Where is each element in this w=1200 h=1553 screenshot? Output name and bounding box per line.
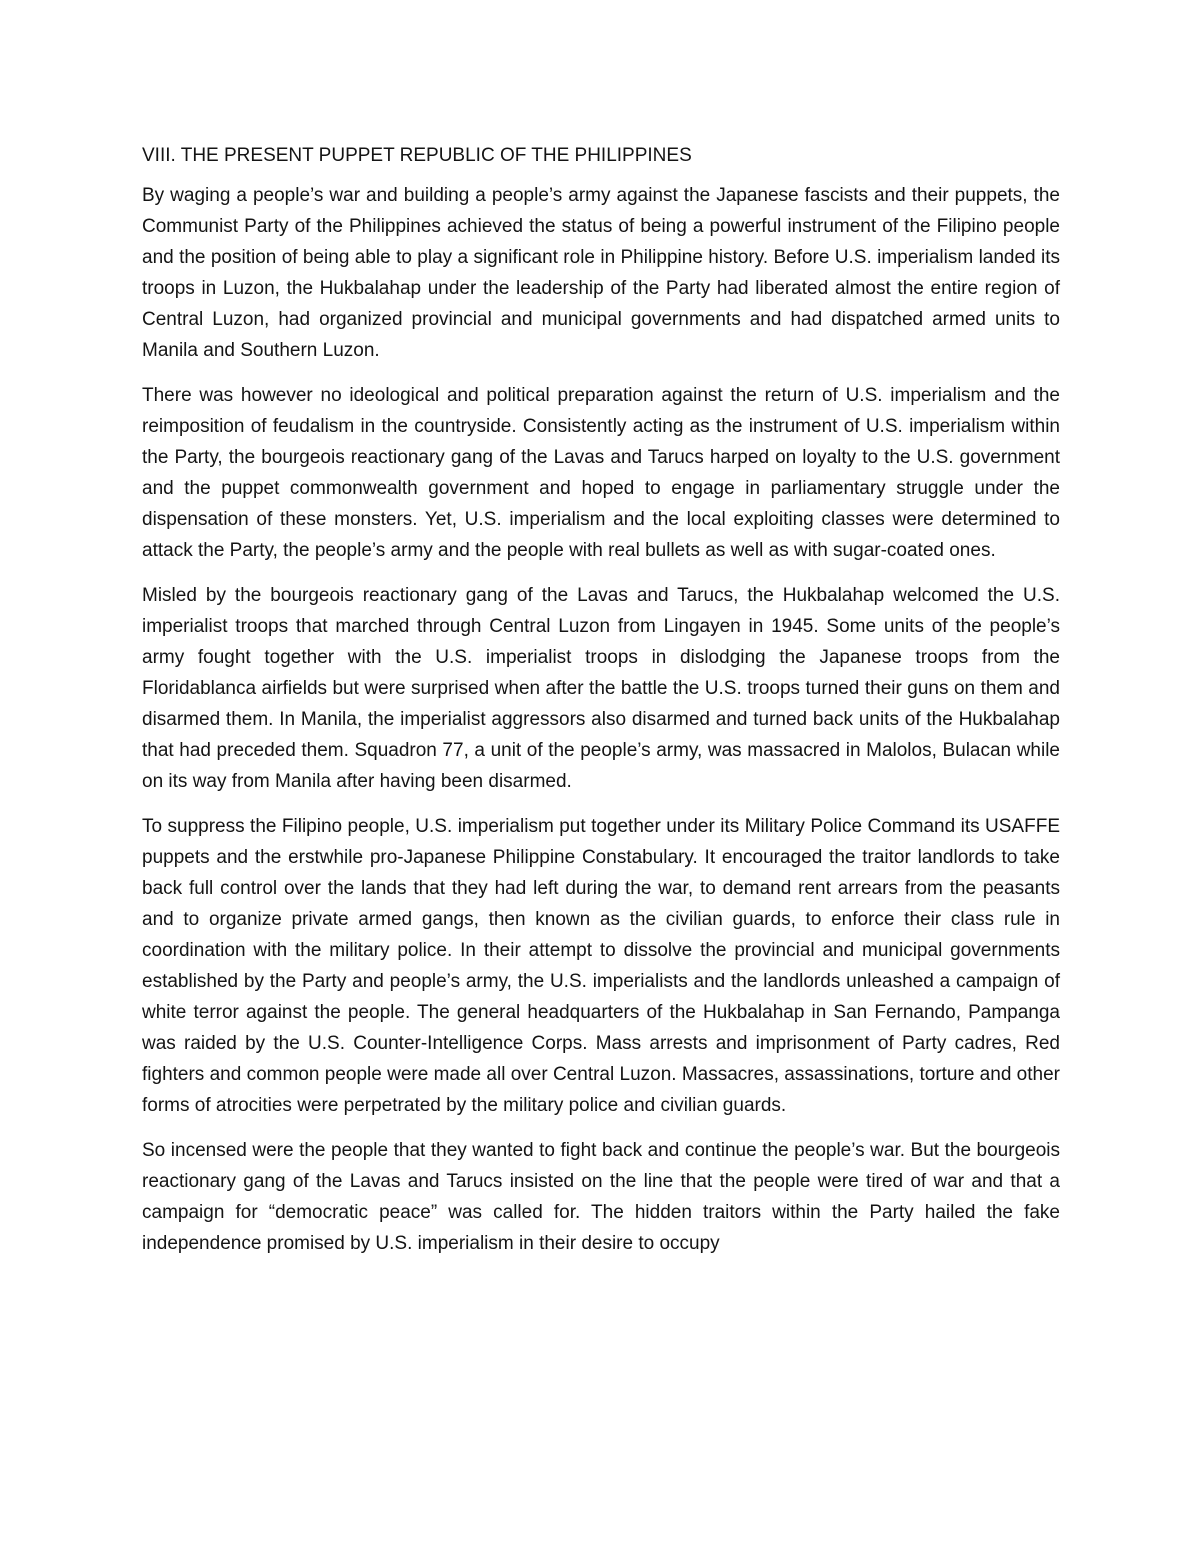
paragraph-4: To suppress the Filipino people, U.S. imperialism put together under its Military Police Command its USAFFE puppets and the erstwhile pro-Japanese Philippine Constabulary. It encouraged the traitor landlords to take back full control over the lands that they had left during the war, to demand rent arrears from the peasants and to organize private armed gangs, then known as the civilian guards, to enforce their class rule in coordination with the military police. In their attempt to dissolve the provincial and municipal governments established by the Party and people’s army, the U.S. imperialists and the landlords unleashed a campaign of white terror against the people. The general headquarters of the Hukbalahap in San Fernando, Pampanga was raided by the U.S. Counter-Intelligence Corps. Mass arrests and imprisonment of Party cadres, Red fighters and common people were made all over Central Luzon. Massacres, assassinations, torture and other forms of atrocities were perpetrated by the military police and civilian guards.: [142, 816, 1060, 1116]
paragraph-3: Misled by the bourgeois reactionary gang of the Lavas and Tarucs, the Hukbalahap welcomed the U.S. imperialist troops that marched through Central Luzon from Lingayen in 1945. Some units of the people’s army fought together with the U.S. imperialist troops in dislodging the Japanese troops from the Floridablanca airfields but were surprised when after the battle the U.S. troops turned their guns on them and disarmed them. In Manila, the imperialist aggressors also disarmed and turned back units of the Hukbalahap that had preceded them. Squadron 77, a unit of the people’s army, was massacred in Malolos, Bulacan while on its way from Manila after having been disarmed.: [142, 585, 1060, 792]
paragraph-1: By waging a people’s war and building a people’s army against the Japanese fascists and their puppets, the Communist Party of the Philippines achieved the status of being a powerful instrument of the Filipino people and the position of being able to play a significant role in Philippine history. Before U.S. imperialism landed its troops in Luzon, the Hukbalahap under the leadership of the Party had liberated almost the entire region of Central Luzon, had organized provincial and municipal governments and had dispatched armed units to Manila and Southern Luzon.: [142, 185, 1060, 361]
paragraph-2: There was however no ideological and political preparation against the return of U.S. imperialism and the reimposition of feudalism in the countryside. Consistently acting as the instrument of U.S. imperialism within the Party, the bourgeois reactionary gang of the Lavas and Tarucs harped on loyalty to the U.S. government and the puppet commonwealth government and hoped to engage in parliamentary struggle under the dispensation of these monsters. Yet, U.S. imperialism and the local exploiting classes were determined to attack the Party, the people’s army and the people with real bullets as well as with sugar-coated ones.: [142, 385, 1060, 561]
section-heading: VIII. THE PRESENT PUPPET REPUBLIC OF THE PHILIPPINES: [142, 145, 692, 166]
document-page: [142, 140, 1060, 1273]
paragraph-5: So incensed were the people that they wanted to fight back and continue the people’s war. But the bourgeois reactionary gang of the Lavas and Tarucs insisted on the line that the people were tired of war and that a campaign for “democratic peace” was called for. The hidden traitors within the Party hailed the fake independence promised by U.S. imperialism in their desire to occupy: [142, 1140, 1060, 1254]
